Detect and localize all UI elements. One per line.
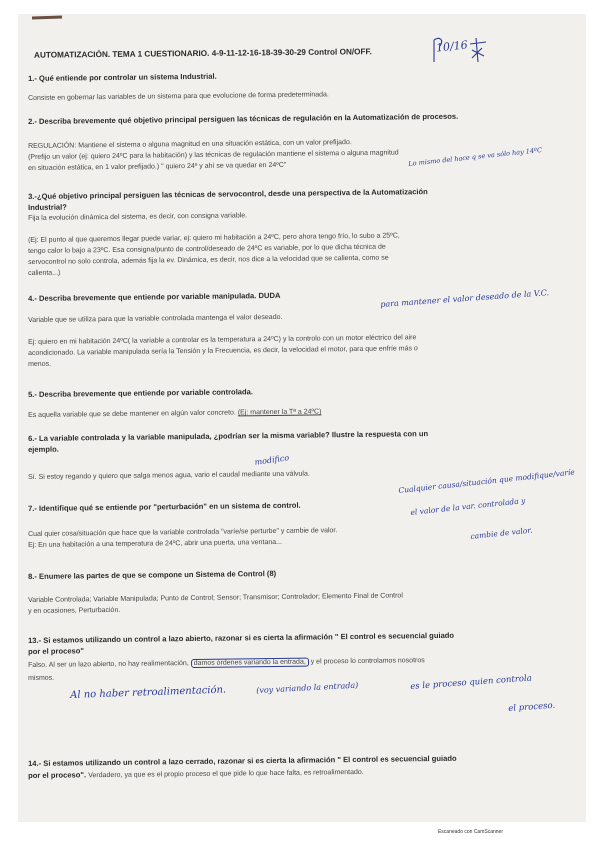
answer-8-line1: Variable Controlada; Variable Manipulada; Punto de Control; Sensor; Transmisor; Controlador; Elemento Final de Control bbox=[28, 592, 403, 604]
question-14-q2: por el proceso". bbox=[28, 770, 87, 780]
answer-2-line3: en situación estática, en 1 valor prefijado.) " quiero 24º y ahí se va quedar en 24ºC" bbox=[28, 161, 287, 172]
answer-4-line3: acondicionado. La variable manipulada sería la Tensión y la Frecuencia, es decir, la velocidad el motor, para que enfríe más o bbox=[28, 345, 418, 357]
answer-7-line2: Ej: En una habitación a una temperatura de 24ºC, abrir una puerta, una ventana... bbox=[28, 538, 283, 549]
answer-4-line2: Ej: quiero en mi habitación 24ºC( la variable a controlar es la temperatura a 24ºC) y la controlo con un motor eléctrico del aire bbox=[28, 334, 417, 346]
handwritten-note-4: para mantener el valor deseado de la V.C. bbox=[380, 288, 550, 309]
answer-2-line1: REGULACIÓN: Mantiene el sistema o alguna magnitud en una situación estática, con un valor prefijado. bbox=[28, 139, 352, 150]
handwritten-note-2: Lo mismo del hace q se va sólo hay 14ºC bbox=[408, 145, 543, 168]
handwritten-note-13c: es le proceso quien controla bbox=[410, 673, 533, 692]
question-13-line1: 13.- Si estamos utilizando un control a lazo abierto, razonar si es cierta la afirmación " El control es secuencial guiado bbox=[28, 630, 455, 645]
handwritten-note-13a: Al no haber retroalimentación. bbox=[70, 684, 227, 701]
answer-13-post: y el proceso lo controlamos nosotros bbox=[310, 657, 425, 666]
answer-5-text: Es aquella variable que se debe mantener en algún valor concreto. bbox=[28, 409, 236, 419]
handwritten-note-7c: cambie de valor. bbox=[470, 525, 533, 541]
question-1: 1.- Qué entiende por controlar un sistema Industrial. bbox=[28, 71, 217, 83]
answer-3-line1: Fija la evolución dinámica del sistema, es decir, con consigna variable. bbox=[28, 212, 248, 222]
scanned-page bbox=[18, 14, 586, 822]
answer-4-line4: menos. bbox=[28, 360, 52, 368]
grade-text: 10/16 bbox=[435, 38, 469, 55]
answer-8-line2: y en ocasiones, Perturbación. bbox=[28, 606, 121, 615]
answer-14: Verdadero, ya que es el propio proceso el que pide lo que hace falta, es retroalimentado. bbox=[88, 768, 364, 780]
answer-3-line4: servocontrol no solo controla, además fija la ev. Dinámica, es decir, nos dice a la velocidad que se calienta, como se bbox=[28, 254, 389, 266]
question-6-line2: ejemplo. bbox=[28, 444, 59, 454]
handwritten-note-7a: Cualquier causa/situación que modifique/varíe bbox=[398, 467, 576, 495]
answer-13-line2: mismos. bbox=[28, 674, 55, 682]
question-4: 4.- Describa brevemente que entiende por variable manipulada. DUDA bbox=[28, 290, 281, 303]
handwritten-note-13b: (voy variando la entrada) bbox=[256, 680, 359, 695]
question-5: 5.- Describa brevemente que entiende por variable controlada. bbox=[28, 387, 254, 399]
question-3-line1: 3.-¿Qué objetivo principal persiguen las técnicas de servocontrol, desde una perspectiva de la Automatización bbox=[28, 187, 428, 201]
question-6-line1: 6.- La variable controlada y la variable manipulada, ¿podrían ser la misma variable? Ilustre la respuesta con un bbox=[28, 429, 429, 443]
handwritten-note-7b: el valor de la var. controlada y bbox=[410, 495, 526, 517]
pen-mark bbox=[32, 15, 62, 19]
question-14-line1: 14.- Si estamos utilizando un control a lazo cerrado, razonar si es cierta la afirmación " El control es secuencial guiado bbox=[28, 753, 457, 768]
question-3-line2: Industrial? bbox=[28, 202, 67, 212]
answer-3-line2: (Ej: El punto al que queremos llegar puede variar, ej: quiero mi habitación a 24ºC, pero ahora tengo frío, lo subo a 25ºC, bbox=[28, 232, 400, 244]
answer-3-line5: calienta...) bbox=[28, 269, 61, 277]
answer-5-example: (Ej: mantener la Tª a 24ºC) bbox=[237, 408, 322, 417]
answer-6: Sí. Si estoy regando y quiero que salga menos agua, vario el caudal mediante una válvula. bbox=[28, 470, 310, 481]
answer-3-line3: tengo calor lo bajo a 23ºC. Esa consigna/punto de control/deseado de 24ºC es variable, por lo que dicha técnica de bbox=[28, 243, 386, 255]
handwritten-note-13d: el proceso. bbox=[508, 700, 556, 714]
question-2: 2.- Describa brevemente qué objetivo principal persiguen las técnicas de regulación en la Automatización de procesos. bbox=[28, 111, 459, 126]
answer-7-line1: Cual quier cosa/situación que hace que la variable controlada "varíe/se perturbe" y cambie de valor. bbox=[28, 527, 338, 538]
question-7: 7.- Identifique qué se entiende por "perturbación" en un sistema de control. bbox=[28, 500, 301, 513]
answer-13-boxed: damos órdenes variando la entrada, bbox=[191, 658, 309, 668]
page-title: AUTOMATIZACIÓN. TEMA 1 CUESTIONARIO. 4-9-11-12-16-18-39-30-29 Control ON/OFF. bbox=[33, 47, 372, 60]
scanner-footer: Escaneado con CamScanner bbox=[437, 829, 503, 835]
answer-4-line1: Variable que se utiliza para que la variable controlada mantenga el valor deseado. bbox=[28, 313, 283, 324]
answer-2-line2: (Prefijo un valor (ej: quiero 24ºC para la habitación) y las técnicas de regulación mantiene el sistema o alguna magnitud bbox=[28, 149, 399, 161]
question-13-line2: por el proceso" bbox=[28, 646, 85, 656]
answer-5 bbox=[28, 404, 568, 421]
answer-1: Consiste en gobernar las variables de un sistema para que evolucione de forma predeterminada. bbox=[28, 91, 329, 102]
handwritten-note-6: modifico bbox=[254, 453, 290, 467]
question-8: 8.- Enumere las partes de que se compone un Sistema de Control (8) bbox=[28, 568, 277, 581]
answer-13-pre: Falso. Al ser un lazo abierto, no hay realimentación, bbox=[28, 660, 189, 669]
